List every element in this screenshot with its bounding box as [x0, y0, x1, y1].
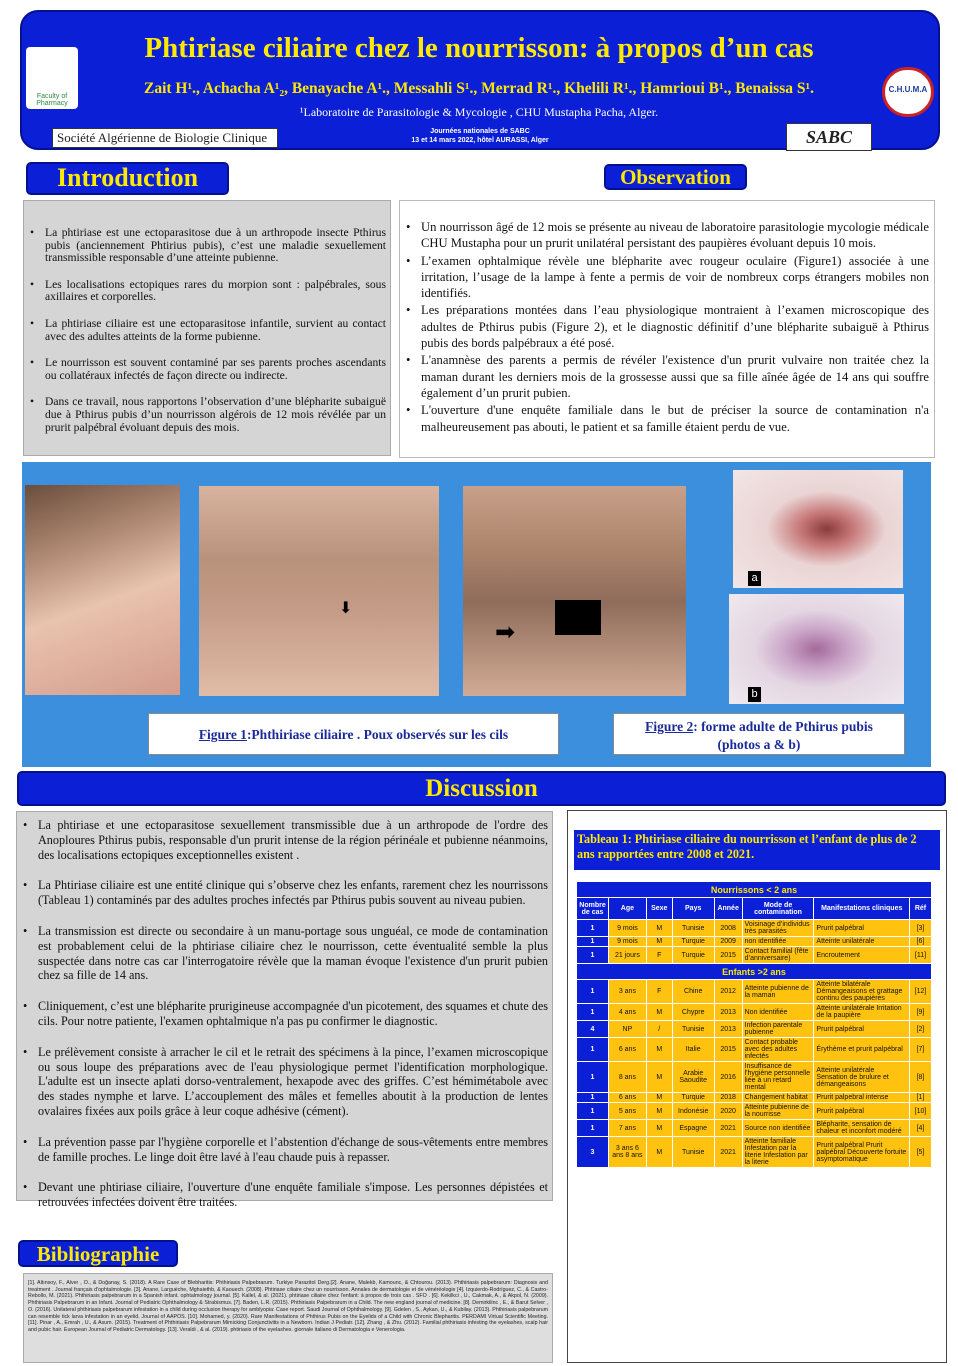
table-cell: M: [646, 1038, 672, 1062]
table-cell: F: [646, 947, 672, 964]
table-cell: 21 jours: [608, 947, 646, 964]
table-row: [577, 1038, 932, 1062]
table-cell: [4]: [910, 1120, 932, 1137]
table-cell: 3: [577, 1137, 609, 1168]
table-cell: 3 ans: [608, 980, 646, 1004]
table-cell: Atteinte pubienne de la nourrisse: [742, 1103, 814, 1120]
table-cell: non identifiée: [742, 937, 814, 947]
table-row: [577, 1021, 932, 1038]
table-row: [577, 1004, 932, 1021]
table-header-cell: Age: [608, 898, 646, 920]
table-row: [577, 1062, 932, 1093]
infant-face-photo: [25, 485, 180, 695]
table-cell: Prurit palpébral Prurit palpébral Découverte fortuite asymptomatique: [814, 1137, 910, 1168]
table-cell: Turquie: [672, 937, 714, 947]
table-cell: /: [646, 1021, 672, 1038]
table-row: [577, 1103, 932, 1120]
table-cell: Contact probable avec des adultes infectés: [742, 1038, 814, 1062]
table-row: [577, 937, 932, 947]
table-cell: 2018: [714, 1093, 742, 1103]
table-cell: Prurit palpébral: [814, 1103, 910, 1120]
table-cell: Blépharite, sensation de chaleur et inconfort modéré: [814, 1120, 910, 1137]
table-cell: 9 mois: [608, 920, 646, 937]
table-cell: Tunisie: [672, 920, 714, 937]
table-cell: 1: [577, 1103, 609, 1120]
intro-item: • La phtiriase est une ectoparasitose due à un arthropode insecte Pthirus pubis (anciennement Phtirius pubis), c’est une maladie sexuellement transmissible responsable d’une atteinte pubienne.: [28, 227, 386, 265]
table-header-cell: Manifestations cliniques: [814, 898, 910, 920]
table-cell: Italie: [672, 1038, 714, 1062]
table-cell: M: [646, 1103, 672, 1120]
table-cell: Prurit palpébral: [814, 920, 910, 937]
event-date: 13 et 14 mars 2022, hôtel AURASSI, Alger: [411, 137, 549, 144]
table-cell: Atteinte unilatérale Sensation de brulure et démangeaisons: [814, 1062, 910, 1093]
table-cell: Encroutement: [814, 947, 910, 964]
table-cell: 1: [577, 1062, 609, 1093]
table-cell: Atteinte unilatérale: [814, 937, 910, 947]
table-cell: Tunisie: [672, 1137, 714, 1168]
table-cell: M: [646, 1120, 672, 1137]
table-cell: Atteinte pubienne de la maman: [742, 980, 814, 1004]
table-band-label: Enfants >2 ans: [577, 964, 932, 980]
authors: Zait H¹., Achacha A¹₂, Benayache A¹., Messahli S¹., Merrad R¹., Khelili R¹., Hamrioui B¹., Benaissa S¹.: [143, 80, 815, 97]
table-cell: 6 ans: [608, 1038, 646, 1062]
table-cell: 1: [577, 920, 609, 937]
table-cell: NP: [608, 1021, 646, 1038]
table-row: [577, 980, 932, 1004]
figure2-text2: (photos a & b): [717, 737, 801, 752]
table-cell: M: [646, 1093, 672, 1103]
table-cell: Atteinte bilatérale Démangeaisons et grattage continu des paupières: [814, 980, 910, 1004]
introduction-list: [28, 227, 386, 434]
table-cell: Voisinage d’individus très parasités: [742, 920, 814, 937]
bibliography-text: [1]. Altınsoy, F., Alver , O., & Doğanay, S. (2018). A Rare Case of Blebharitis: Phthiriasis Palpebrarum. Turkiye Parazitol Derg.[2]. Anane, Malekb, Kamounc, & Chtourou. (2013). Phthiriasis palpebrarum: Diagnosis and treatment . Journal français d'ophtalmologie. [3]. Anane, Larguèche, Mghaiethb, & Kaouech. (2008). Phtiriase ciliaire chez un nourrisson. Annales de dermatologie et de vénéréologie [4]. Izquierdo-Rodríguez, C., & Castro-Rebollo, M. (2021). Phthiriasis palpebrarum in a Spanish infant. ophtalmology journal. [5]. Kallel, & al. (2021). phtiriase ciliaire chez l'enfant: à propos de trois cas . SFO . [6]. Kekilkci , U., Cakmak, A., & Akpol, N. (2009). Phthiriasis Palpebrarum in an Infant. Journal of Pediatric Ophthalmology & Strabismus. [7]. Baden, L.R. (2015). Phthiriasis Palpebrarum in a Child. The new england journal of medicine. [8]. Demirkilinc , E., & Barut Selver , O. (2016). Unilateral phthiriasis palpebrarum infestation in a child during occlusion therapy for amblyopia: Case report. Saudi Journal of Ophthalmology. [9]. Gdelen , S., Aykan, U., & Kubilay. (2013). Phthiriasis palpebrarum can resemble tick larva infestation in an eyelid. Journal of AAPOS. [10]. Mohamed, y. (2020). Rare Manifestations of Phthirus Pubis on the Eyelids of a Child with Chronic Blepharitis. PERDAMI Virtual Scientific Meeting. [11]. Pinar , A., Emrah , U., & Asum. (2015). Treatment of Phthiriasis Palpebrarum Mimicking Conjunctivitis in a Newborn. Indian J Pediatr. [12]. Zhang , & Zhu. (2012). Familial phthiriasis infesting the eyelashes, scalp hair and pubic hair. European Journal of Pediatric Dermatology. [13]. Veraldi , & al. (2019). phtiriasis of the eyelashes. giornale italiano di Dermatologia e Venerologia.: [23, 1273, 553, 1363]
table-cell: Non identifiée: [742, 1004, 814, 1021]
table-row: [577, 1120, 932, 1137]
table-cell: 7 ans: [608, 1120, 646, 1137]
arrow-down-icon: ⬇: [339, 600, 353, 617]
discussion-item: • La transmission est directe ou secondaire à un manu-portage sous unguéal, ce mode de contamination est probablement celui de la phtiriase ciliaire chez le nourrisson, cette éventualité semble la plus suspectée dans notre cas car l'interrogatoire révèle que la maman évoque l'existence d'un prurit pubien chez sa fille de 14 ans.: [21, 924, 548, 983]
event-name: Journées nationales de SABC: [430, 128, 530, 135]
observation-box: [399, 200, 935, 458]
table-cell: Atteinte familiale Infestation par la literie Infestation par la literie: [742, 1137, 814, 1168]
table-cell: 4: [577, 1021, 609, 1038]
event-info: [380, 127, 580, 145]
affiliation: ¹Laboratoire de Parasitologie & Mycologie , CHU Mustapha Pacha, Alger.: [299, 105, 659, 119]
table-band: [577, 964, 932, 980]
table-cell: Insuffisance de l'hygiène personnelle liée à un retard mental: [742, 1062, 814, 1093]
introduction-box: [23, 200, 391, 456]
table-cell: F: [646, 980, 672, 1004]
table-header-row: [577, 898, 932, 920]
table-cell: 1: [577, 980, 609, 1004]
poster-title: Phtiriase ciliaire chez le nourrisson: à propos d’un cas: [144, 32, 814, 64]
table-cell: Indonésie: [672, 1103, 714, 1120]
table-cell: 9 mois: [608, 937, 646, 947]
table-cell: 2021: [714, 1137, 742, 1168]
observation-item: • L’examen ophtalmique révèle une blépharite avec rougeur oculaire (Figure1) associée à une irritation, l’usage de la lampe à fente a permis de voir de nombreux corps étrangers mobiles non identifiés.: [404, 253, 929, 302]
table-cell: [7]: [910, 1038, 932, 1062]
arrow-right-icon: ➡: [495, 618, 516, 646]
table-cell: 6 ans: [608, 1093, 646, 1103]
table-cell: [3]: [910, 920, 932, 937]
figure2-text: : forme adulte de Pthirus pubis: [693, 719, 873, 734]
table-cell: Érythème et prurit palpébral: [814, 1038, 910, 1062]
discussion-box: [16, 811, 553, 1210]
table-cell: Prurit palpebral intense: [814, 1093, 910, 1103]
observation-item: • L'ouverture d'une enquête familiale dans le but de préciser la source de contamination n'a malheureusement pas abouti, le patient et sa famille étaient perdu de vue.: [404, 402, 929, 435]
table-cell: 2016: [714, 1062, 742, 1093]
table-cell: [8]: [910, 1062, 932, 1093]
discussion-item: • Cliniquement, c’est une blépharite prurigineuse accompagnée d'un picotement, des squames et chute des cils. Pour notre patiente, l'examen ophtalmique n'a pas pu confirmer le diagnostic.: [21, 999, 548, 1029]
figure1-text: :Phthiriase ciliaire . Poux observés sur les cils: [246, 727, 509, 742]
cases-table: [576, 881, 932, 1168]
table-cell: Infection parentale pubienne: [742, 1021, 814, 1038]
table-band-label: Nourrissons < 2 ans: [577, 882, 932, 898]
table-cell: 2015: [714, 1038, 742, 1062]
photo-label-a: a: [748, 571, 761, 586]
table-cell: [9]: [910, 1004, 932, 1021]
table-header-cell: Pays: [672, 898, 714, 920]
table-cell: 2009: [714, 937, 742, 947]
discussion-item: • La prévention passe par l'hygiène corporelle et l’abstention d'échange de sous-vêtements entre membres de famille proches. Le linge doit être lavé à l'eau chaude puis à repasser.: [21, 1135, 548, 1165]
table-cell: Chine: [672, 980, 714, 1004]
table-row: [577, 1137, 932, 1168]
cases-table-body: [577, 882, 932, 1168]
eyelid-photo: [199, 486, 439, 696]
table-row: [577, 920, 932, 937]
table-cell: M: [646, 1062, 672, 1093]
table-cell: [12]: [910, 980, 932, 1004]
table-cell: [10]: [910, 1103, 932, 1120]
society-name: Société Algérienne de Biologie Clinique: [52, 128, 278, 148]
introduction-heading: Introduction: [26, 162, 229, 195]
observation-list: [404, 219, 929, 435]
table-cell: [1]: [910, 1093, 932, 1103]
chu-logo-text: C.H.U.M.A: [888, 85, 928, 94]
privacy-mask: [555, 600, 601, 635]
table-cell: 3 ans 6 ans 8 ans: [608, 1137, 646, 1168]
intro-item: • Le nourrisson est souvent contaminé par ses parents proches ascendants ou collatéraux infectés de façon directe ou indirecte.: [28, 357, 386, 382]
observation-item: • Un nourrisson âgé de 12 mois se présente au niveau de laboratoire parasitologie mycologie médicale CHU Mustapha pour un prurit unilatéral persistant des paupières évoluant depuis 10 mois.: [404, 219, 929, 252]
table-cell: 2008: [714, 920, 742, 937]
table-cell: [11]: [910, 947, 932, 964]
table-cell: 2020: [714, 1103, 742, 1120]
faculty-logo-text: Faculty of Pharmacy: [36, 93, 68, 107]
discussion-item: • Le prélèvement consiste à arracher le cil et le retrait des spécimens à la pince, l’examen microscopique ou sous loupe des préparations avec de l'eau physiologique permet l'identification morphologique. L'adulte est un insecte aplati dorso-ventralement, hexapode avec des griffes. C’est hémimétabole avec des stades nymphe et larve. L’accouplement des mâles et femelles aboutit à la production de lentes ovalaires fixées aux poils grâce à leur coque adhésive (cément).: [21, 1045, 548, 1119]
discussion-list: [21, 818, 548, 1210]
photo-label-b: b: [748, 687, 761, 702]
table-cell: 4 ans: [608, 1004, 646, 1021]
table-cell: Prurit palpébral: [814, 1021, 910, 1038]
table-header-cell: Réf: [910, 898, 932, 920]
table-cell: 1: [577, 1004, 609, 1021]
table-row: [577, 1093, 932, 1103]
table-cell: 2013: [714, 1021, 742, 1038]
figure1-ref: Figure 1: [198, 727, 247, 742]
discussion-item: • La phtiriase et une ectoparasitose sexuellement transmissible due à un arthropode de l'ordre des Anoploures Pthirus pubis, responsable d'un prurit intense de la région périnéale et pubienne néanmoins, des localisations ectopiques exceptionnelles existent .: [21, 818, 548, 862]
intro-item: • Dans ce travail, nous rapportons l’observation d’une blépharite subaiguë due à Pthirus pubis d’un nourrisson algérois de 12 mois révélée par un prurit palpébral évoluant depuis des mois.: [28, 396, 386, 434]
table-cell: Changement habitat: [742, 1093, 814, 1103]
sabc-logo: SABC: [786, 123, 872, 151]
table-cell: M: [646, 1137, 672, 1168]
table-cell: 1: [577, 947, 609, 964]
table-header-cell: Mode de contamination: [742, 898, 814, 920]
discussion-heading: Discussion: [17, 771, 946, 806]
table-header-cell: Année: [714, 898, 742, 920]
observation-item: • Les préparations montées dans l’eau physiologique montraient à l’examen microscopique des adultes de Pthirus pubis (Figure 2), et le diagnostic définitif d’une blépharite subaiguë à Pthirus pubis des bords palpébraux a été posé.: [404, 302, 929, 351]
table-cell: M: [646, 920, 672, 937]
table-row: [577, 947, 932, 964]
table-cell: Espagne: [672, 1120, 714, 1137]
table-cell: 1: [577, 1038, 609, 1062]
table-cell: [5]: [910, 1137, 932, 1168]
table-cell: M: [646, 937, 672, 947]
figure1-caption: [148, 713, 559, 755]
table-cell: Turquie: [672, 1093, 714, 1103]
table-cell: Turquie: [672, 947, 714, 964]
table-cell: 2012: [714, 980, 742, 1004]
bibliography-heading: Bibliographie: [18, 1240, 178, 1267]
table-cell: 2021: [714, 1120, 742, 1137]
discussion-item: • La Phtiriase ciliaire est une entité clinique qui s’observe chez les enfants, rarement chez les nourrissons (Tableau 1) contaminés par des adultes proches infectés par Pthirus pubis souvent au niveau pubien.: [21, 878, 548, 908]
table-header-cell: Sexe: [646, 898, 672, 920]
table-cell: Contact familial (fête d’anniversaire): [742, 947, 814, 964]
table-cell: 5 ans: [608, 1103, 646, 1120]
table-cell: 1: [577, 937, 609, 947]
intro-item: • Les localisations ectopiques rares du morpion sont : palpébrales, sous axillaires et corporelles.: [28, 279, 386, 304]
eye-closeup-photo: [463, 486, 686, 696]
table-cell: [6]: [910, 937, 932, 947]
table-cell: M: [646, 1004, 672, 1021]
observation-heading: Observation: [604, 164, 747, 190]
table-cell: 1: [577, 1120, 609, 1137]
table-band: [577, 882, 932, 898]
figure2-ref: Figure 2: [645, 719, 694, 734]
table-cell: 8 ans: [608, 1062, 646, 1093]
table-cell: Atteinte unilatérale Irritation de la paupière: [814, 1004, 910, 1021]
table-cell: 2015: [714, 947, 742, 964]
table-cell: 1: [577, 1093, 609, 1103]
table-cell: Source non identifiée: [742, 1120, 814, 1137]
table-cell: [2]: [910, 1021, 932, 1038]
figure2-caption: [613, 713, 905, 755]
table-cell: 2013: [714, 1004, 742, 1021]
table-cell: Tunisie: [672, 1021, 714, 1038]
table-cell: Arabie Saoudite: [672, 1062, 714, 1093]
table-cell: Chypre: [672, 1004, 714, 1021]
intro-item: • La phtiriase ciliaire est une ectoparasitose infantile, survient au contact avec des adultes atteints de la forme pubienne.: [28, 318, 386, 343]
discussion-item: • Devant une phtiriase ciliaire, l'ouverture d'une enquête familiale s'impose. Les personnes dépistées et retrouvées infectées doivent être traitées.: [21, 1180, 548, 1210]
table-title: Tableau 1: Phtiriase ciliaire du nourrisson et l’enfant de plus de 2 ans rapportées entre 2008 et 2021.: [574, 830, 940, 870]
observation-item: • L'anamnèse des parents a permis de révéler l'existence d'un prurit vulvaire non traitée chez la maman durant les derniers mois de la grossesse aussi que sa fille aînée âgée de 14 ans qui souffre également d’un prurit pubien.: [404, 352, 929, 401]
table-header-cell: Nombre de cas: [577, 898, 609, 920]
